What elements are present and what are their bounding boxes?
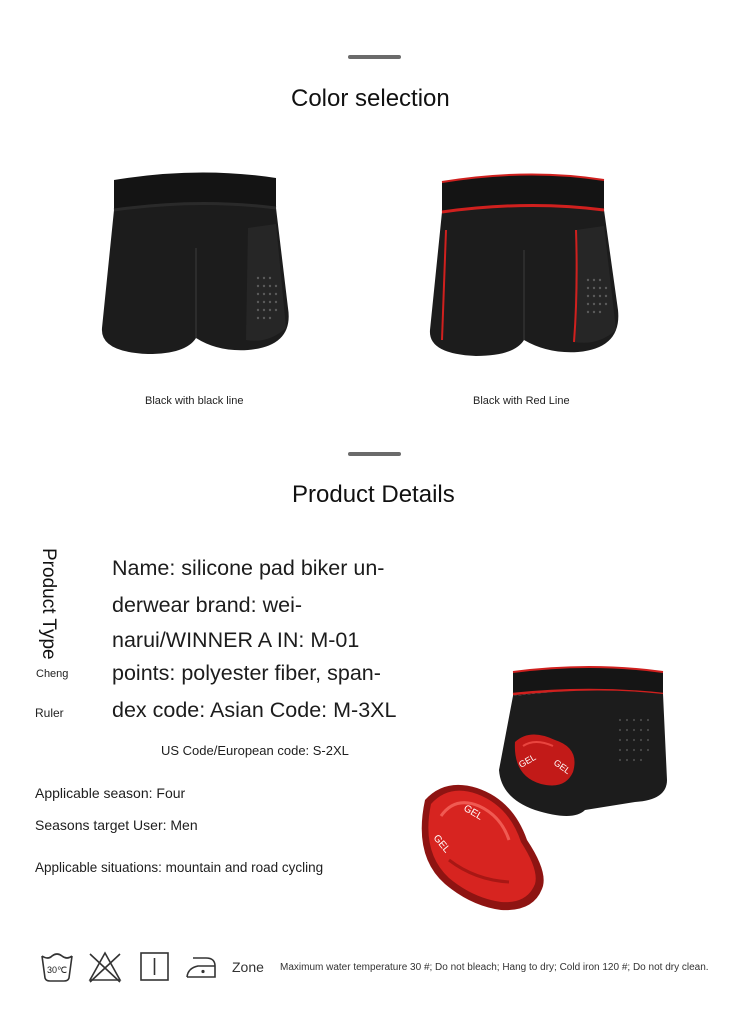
pad-text-loose-1: GEL <box>461 803 485 823</box>
variant-label-black: Black with black line <box>145 395 244 407</box>
product-type-label-container <box>30 548 60 660</box>
gel-pad-product-image <box>405 660 675 925</box>
wash-30-icon <box>40 950 74 984</box>
variant-label-red-line: Black with Red Line <box>473 395 570 407</box>
us-code-text: US Code/European code: S-2XL <box>161 743 349 758</box>
cheng-label: Cheng <box>36 668 69 680</box>
product-details-title: Product Details <box>292 481 455 508</box>
no-bleach-icon <box>88 950 122 984</box>
care-instructions-text: Maximum water temperature 30 #; Do not bleach; Hang to dry; Cold iron 120 #; Do not dry clean. <box>280 962 709 973</box>
hang-dry-icon <box>138 950 172 984</box>
pad-text-inner: GEL <box>551 757 573 776</box>
section-divider-details <box>348 452 401 456</box>
pad-text-inner-2: GEL <box>517 752 538 770</box>
color-selection-title: Color selection <box>291 85 450 112</box>
pad-text-loose-2: GEL <box>430 832 452 856</box>
season-text: Applicable season: Four <box>35 785 186 801</box>
shorts-red-line-image[interactable] <box>428 170 628 360</box>
wash-temp-text: 30℃ <box>46 965 68 975</box>
detail-line-4: points: polyester fiber, span- <box>112 661 381 685</box>
care-zone-label: Zone <box>232 959 264 975</box>
ruler-label: Ruler <box>35 706 64 720</box>
iron-low-icon <box>184 950 218 984</box>
situations-text: Applicable situations: mountain and road cycling <box>35 860 324 875</box>
detail-line-1: Name: silicone pad biker un- <box>112 556 385 580</box>
target-user-text: Seasons target User: Men <box>35 817 198 833</box>
product-type-label: Product Type <box>38 548 59 660</box>
detail-line-3: narui/WINNER A IN: M-01 <box>112 628 360 652</box>
section-divider-top <box>348 55 401 59</box>
shorts-black-image[interactable] <box>98 168 300 358</box>
detail-line-5: dex code: Asian Code: M-3XL <box>112 698 397 722</box>
detail-line-2: derwear brand: wei- <box>112 593 303 617</box>
